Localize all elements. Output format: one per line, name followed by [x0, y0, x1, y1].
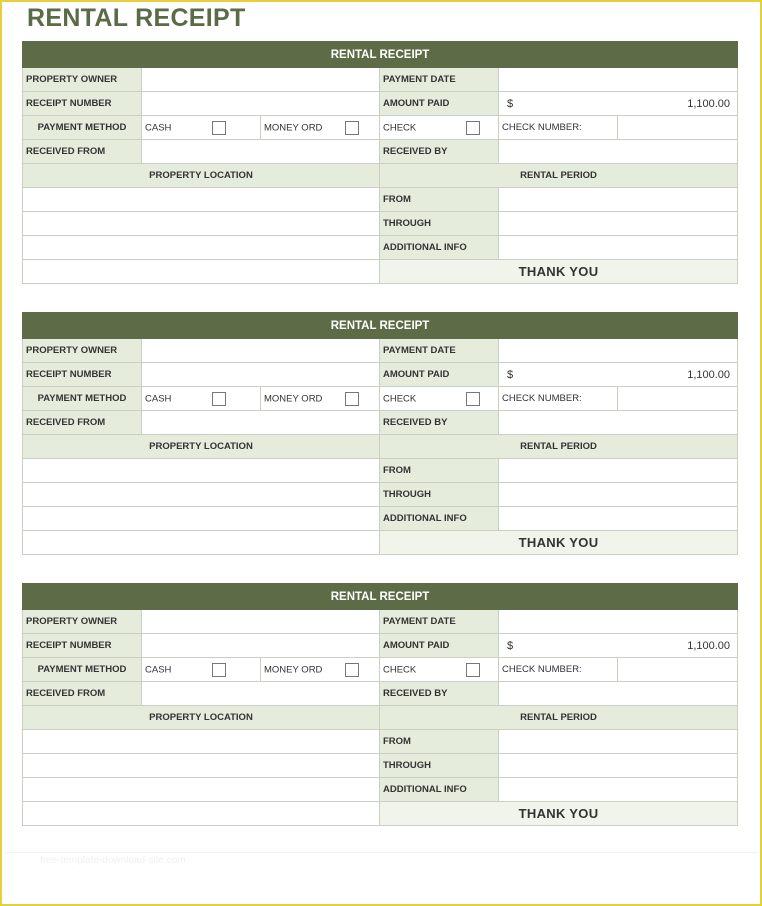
money-order-label: MONEY ORD: [264, 393, 323, 405]
cash-checkbox[interactable]: [212, 663, 226, 677]
rental-period-header: RENTAL PERIOD: [380, 706, 738, 730]
received-from-field[interactable]: [142, 411, 380, 435]
property-location-line-4[interactable]: [23, 260, 380, 284]
check-number-field[interactable]: [618, 387, 738, 411]
check-option[interactable]: [380, 658, 499, 682]
cash-option[interactable]: [142, 116, 261, 140]
check-checkbox[interactable]: [466, 121, 480, 135]
money-order-checkbox[interactable]: [345, 663, 359, 677]
check-option[interactable]: [380, 387, 499, 411]
money-order-checkbox[interactable]: [345, 121, 359, 135]
receipt-block-2: [22, 312, 737, 563]
additional-info-field[interactable]: [499, 236, 738, 260]
from-field[interactable]: [499, 188, 738, 212]
property-location-line-2[interactable]: [23, 483, 380, 507]
amount-paid-field[interactable]: [499, 634, 738, 658]
amount-paid-label: AMOUNT PAID: [380, 92, 499, 116]
through-label: THROUGH: [380, 212, 499, 236]
currency-symbol: $: [507, 640, 514, 652]
additional-info-field[interactable]: [499, 778, 738, 802]
receipt-number-label: RECEIPT NUMBER: [23, 363, 142, 387]
watermark-text: free-template-download-site.com: [40, 855, 186, 866]
currency-symbol: $: [507, 369, 514, 381]
receipt-block-1: [22, 41, 737, 292]
property-location-line-3[interactable]: [23, 236, 380, 260]
amount-value: 1,100.00: [687, 98, 731, 110]
check-number-label: CHECK NUMBER:: [499, 387, 618, 411]
footer-divider: [4, 852, 758, 853]
currency-symbol: $: [507, 98, 514, 110]
received-from-label: RECEIVED FROM: [23, 140, 142, 164]
check-number-label: CHECK NUMBER:: [499, 116, 618, 140]
receipt-block-3: [22, 583, 737, 834]
receipt-number-field[interactable]: [142, 363, 380, 387]
money-order-option[interactable]: [261, 387, 380, 411]
received-from-field[interactable]: [142, 682, 380, 706]
amount-value: 1,100.00: [687, 640, 731, 652]
payment-date-label: PAYMENT DATE: [380, 610, 499, 634]
received-by-field[interactable]: [499, 411, 738, 435]
check-number-field[interactable]: [618, 658, 738, 682]
payment-date-label: PAYMENT DATE: [380, 339, 499, 363]
through-field[interactable]: [499, 754, 738, 778]
received-by-field[interactable]: [499, 682, 738, 706]
additional-info-label: ADDITIONAL INFO: [380, 778, 499, 802]
receipt-header: RENTAL RECEIPT: [23, 313, 738, 339]
cash-option[interactable]: [142, 658, 261, 682]
through-label: THROUGH: [380, 754, 499, 778]
payment-method-label: PAYMENT METHOD: [23, 116, 142, 140]
property-location-line-4[interactable]: [23, 802, 380, 826]
cash-label: CASH: [145, 664, 172, 676]
thank-you-text: THANK YOU: [380, 260, 738, 284]
from-field[interactable]: [499, 730, 738, 754]
payment-method-label: PAYMENT METHOD: [23, 387, 142, 411]
money-order-checkbox[interactable]: [345, 392, 359, 406]
received-by-field[interactable]: [499, 140, 738, 164]
property-owner-field[interactable]: [142, 339, 380, 363]
payment-date-field[interactable]: [499, 68, 738, 92]
received-from-label: RECEIVED FROM: [23, 411, 142, 435]
cash-checkbox[interactable]: [212, 392, 226, 406]
cash-label: CASH: [145, 393, 172, 405]
received-by-label: RECEIVED BY: [380, 140, 499, 164]
through-field[interactable]: [499, 212, 738, 236]
check-number-label: CHECK NUMBER:: [499, 658, 618, 682]
check-label: CHECK: [383, 664, 417, 676]
check-label: CHECK: [383, 393, 417, 405]
check-checkbox[interactable]: [466, 392, 480, 406]
check-number-field[interactable]: [618, 116, 738, 140]
property-location-line-4[interactable]: [23, 531, 380, 555]
money-order-label: MONEY ORD: [264, 122, 323, 134]
from-field[interactable]: [499, 459, 738, 483]
receipt-header: RENTAL RECEIPT: [23, 584, 738, 610]
property-owner-field[interactable]: [142, 68, 380, 92]
from-label: FROM: [380, 459, 499, 483]
receipt-table: [22, 312, 738, 555]
received-by-label: RECEIVED BY: [380, 411, 499, 435]
receipt-number-label: RECEIPT NUMBER: [23, 92, 142, 116]
property-location-header: PROPERTY LOCATION: [23, 435, 380, 459]
check-option[interactable]: [380, 116, 499, 140]
property-location-line-3[interactable]: [23, 778, 380, 802]
receipt-table: [22, 41, 738, 284]
receipt-header: RENTAL RECEIPT: [23, 42, 738, 68]
through-field[interactable]: [499, 483, 738, 507]
received-by-label: RECEIVED BY: [380, 682, 499, 706]
page-title: RENTAL RECEIPT: [27, 4, 246, 32]
amount-paid-label: AMOUNT PAID: [380, 634, 499, 658]
from-label: FROM: [380, 730, 499, 754]
property-location-line-2[interactable]: [23, 754, 380, 778]
payment-method-label: PAYMENT METHOD: [23, 658, 142, 682]
amount-paid-label: AMOUNT PAID: [380, 363, 499, 387]
cash-label: CASH: [145, 122, 172, 134]
received-from-field[interactable]: [142, 140, 380, 164]
amount-paid-field[interactable]: [499, 92, 738, 116]
money-order-option[interactable]: [261, 658, 380, 682]
cash-checkbox[interactable]: [212, 121, 226, 135]
property-location-line-2[interactable]: [23, 212, 380, 236]
payment-date-field[interactable]: [499, 610, 738, 634]
payment-date-field[interactable]: [499, 339, 738, 363]
from-label: FROM: [380, 188, 499, 212]
additional-info-field[interactable]: [499, 507, 738, 531]
money-order-label: MONEY ORD: [264, 664, 323, 676]
property-owner-field[interactable]: [142, 610, 380, 634]
thank-you-text: THANK YOU: [380, 531, 738, 555]
receipt-number-field[interactable]: [142, 634, 380, 658]
receipt-table: [22, 583, 738, 826]
property-location-header: PROPERTY LOCATION: [23, 164, 380, 188]
check-label: CHECK: [383, 122, 417, 134]
property-location-header: PROPERTY LOCATION: [23, 706, 380, 730]
rental-period-header: RENTAL PERIOD: [380, 164, 738, 188]
amount-paid-field[interactable]: [499, 363, 738, 387]
additional-info-label: ADDITIONAL INFO: [380, 236, 499, 260]
property-location-line-1[interactable]: [23, 459, 380, 483]
payment-date-label: PAYMENT DATE: [380, 68, 499, 92]
through-label: THROUGH: [380, 483, 499, 507]
receipt-number-label: RECEIPT NUMBER: [23, 634, 142, 658]
property-owner-label: PROPERTY OWNER: [23, 610, 142, 634]
cash-option[interactable]: [142, 387, 261, 411]
property-location-line-1[interactable]: [23, 730, 380, 754]
amount-value: 1,100.00: [687, 369, 731, 381]
property-owner-label: PROPERTY OWNER: [23, 339, 142, 363]
additional-info-label: ADDITIONAL INFO: [380, 507, 499, 531]
property-location-line-1[interactable]: [23, 188, 380, 212]
property-location-line-3[interactable]: [23, 507, 380, 531]
received-from-label: RECEIVED FROM: [23, 682, 142, 706]
property-owner-label: PROPERTY OWNER: [23, 68, 142, 92]
thank-you-text: THANK YOU: [380, 802, 738, 826]
money-order-option[interactable]: [261, 116, 380, 140]
receipt-number-field[interactable]: [142, 92, 380, 116]
rental-period-header: RENTAL PERIOD: [380, 435, 738, 459]
check-checkbox[interactable]: [466, 663, 480, 677]
